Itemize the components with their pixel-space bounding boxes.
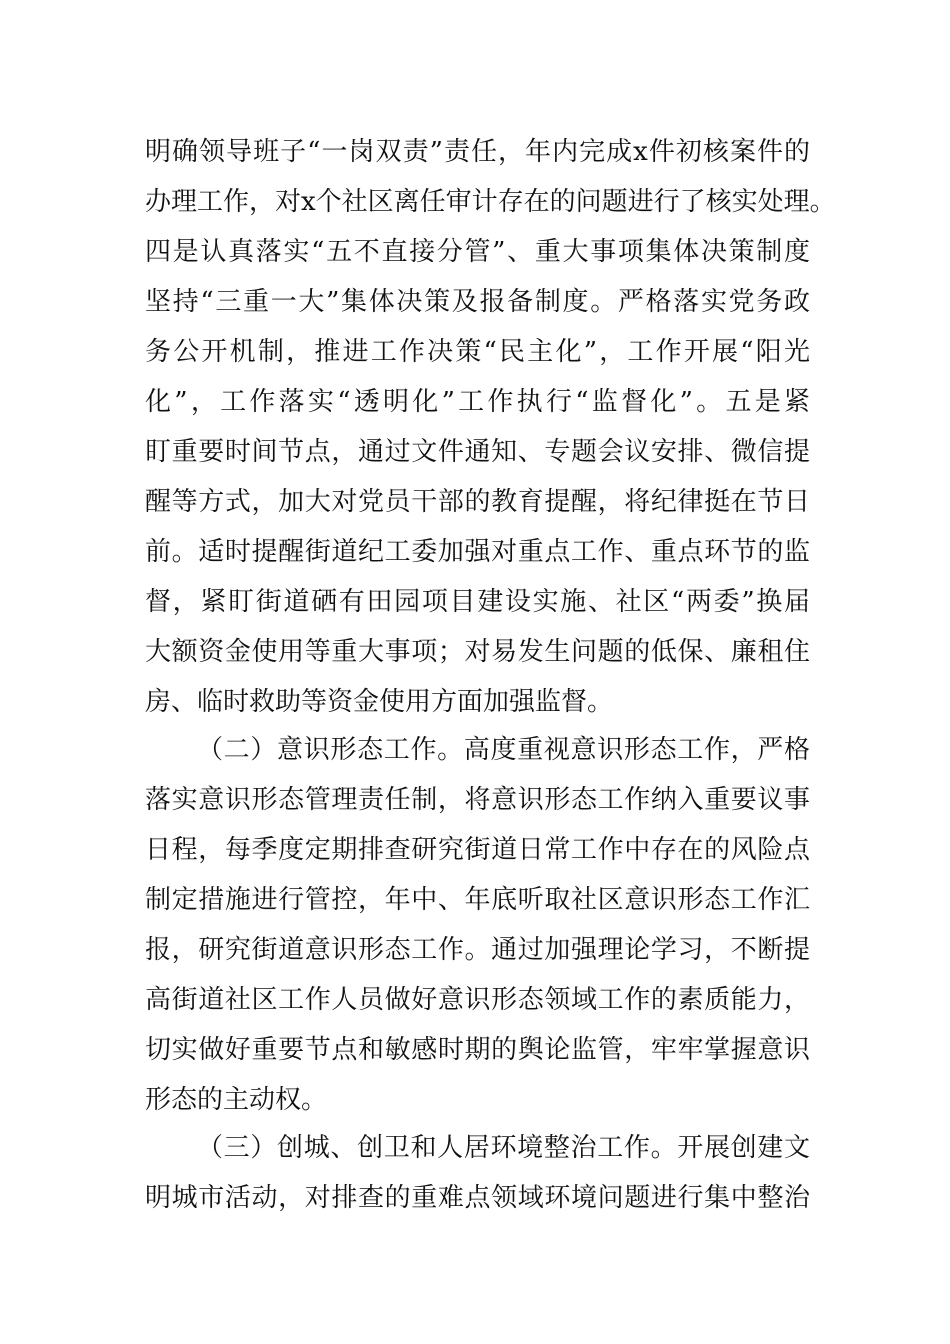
paragraph-3-line-2: 明城市活动，对排查的重难点领域环境问题进行集中整治 <box>145 1183 810 1213</box>
paragraph-2-line-2: 落实意识形态管理责任制，将意识形态工作纳入重要议事 <box>145 785 810 815</box>
paragraph-1-line-9: 前。适时提醒街道纪工委加强对重点工作、重点环节的监 <box>145 537 810 567</box>
paragraph-2-line-8: 形态的主动权。 <box>145 1085 328 1115</box>
paragraph-1-line-6: 化”，工作落实“透明化”工作执行“监督化”。五是紧 <box>145 387 810 417</box>
paragraph-2-line-6: 高街道社区工作人员做好意识形态领域工作的素质能力， <box>145 985 810 1015</box>
paragraph-1-line-2: 办理工作，对x个社区离任审计存在的问题进行了核实处理。 <box>145 187 836 217</box>
paragraph-1-line-4: 坚持“三重一大”集体决策及报备制度。严格落实党务政 <box>145 287 810 317</box>
paragraph-1-line-5: 务公开机制，推进工作决策“民主化”，工作开展“阳光 <box>145 337 810 367</box>
paragraph-1-line-11: 大额资金使用等重大事项；对易发生问题的低保、廉租住 <box>145 637 810 667</box>
paragraph-1-line-3: 四是认真落实“五不直接分管”、重大事项集体决策制度 <box>145 237 810 267</box>
paragraph-1-line-8: 醒等方式，加大对党员干部的教育提醒，将纪律挺在节日 <box>145 487 810 517</box>
paragraph-2-line-4: 制定措施进行管控，年中、年底听取社区意识形态工作汇 <box>145 885 810 915</box>
paragraph-1-line-12: 房、临时救助等资金使用方面加强监督。 <box>145 687 614 717</box>
paragraph-2-line-1: （二）意识形态工作。高度重视意识形态工作，严格 <box>197 735 810 765</box>
paragraph-1-line-10: 督，紧盯街道硒有田园项目建设实施、社区“两委”换届 <box>145 587 810 617</box>
paragraph-2-line-3: 日程，每季度定期排查研究街道日常工作中存在的风险点 <box>145 835 810 865</box>
paragraph-3-line-1: （三）创城、创卫和人居环境整治工作。开展创建文 <box>197 1133 810 1163</box>
paragraph-2-line-7: 切实做好重要节点和敏感时期的舆论监管，牢牢掌握意识 <box>145 1035 810 1065</box>
paragraph-2-line-5: 报，研究街道意识形态工作。通过加强理论学习，不断提 <box>145 935 810 965</box>
paragraph-1-line-1: 明确领导班子“一岗双责”责任，年内完成x件初核案件的 <box>145 137 810 167</box>
paragraph-1-line-7: 盯重要时间节点，通过文件通知、专题会议安排、微信提 <box>145 437 810 467</box>
